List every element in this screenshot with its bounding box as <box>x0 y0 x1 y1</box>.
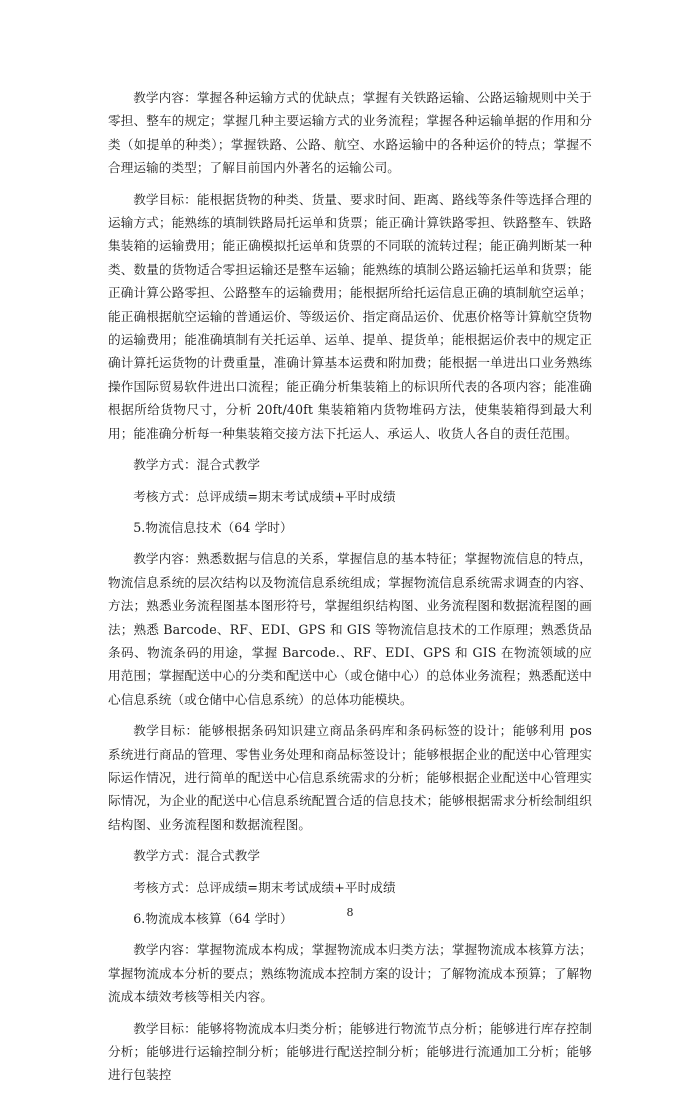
paragraph-transport-objectives: 教学目标：能根据货物的种类、货量、要求时间、距离、路线等条件等选择合理的运输方式；能熟练的填制铁路局托运单和货票；能正确计算铁路零担、铁路整车、铁路集装箱的运输费用；能正确模拟托运单和货票的不同联的流转过程；能正确判断某一种类、数量的货物适合零担运输还是整车运输；能熟练的填制公路运输托运单和货票；能正确计算公路零担、公路整车的运输费用；能根据所给托运信息正确的填制航空运单；能正确根据航空运输的普通运价、等级运价、指定商品运价、优惠价格等计算航空货物的运输费用；能准确填制有关托运单、运单、提单、提货单；能根据运价表中的规定正确计算托运货物的计费重量，准确计算基本运费和附加费；能根据一单进出口业务熟练操作国际贸易软件进出口流程；能正确分析集装箱上的标识所代表的各项内容；能准确根据所给货物尺寸，分析 20ft/40ft 集装箱箱内货物堆码方法，使集装箱得到最大利用；能准确分析每一种集装箱交接方法下托运人、承运人、收货人各自的责任范围。 <box>108 191 592 441</box>
paragraph-transport-content: 教学内容：掌握各种运输方式的优缺点；掌握有关铁路运输、公路运输规则中关于零担、整车的规定；掌握几种主要运输方式的业务流程；掌握各种运输单据的作用和分类（如提单的种类）；掌握铁路、公路、航空、水路运输中的各种运价的特点；掌握不合理运输的类型；了解目前国内外著名的运输公司。 <box>108 90 592 176</box>
paragraph-logistics-it-content: 教学内容：熟悉数据与信息的关系，掌握信息的基本特征；掌握物流信息的特点，物流信息系统的层次结构以及物流信息系统组成；掌握物流信息系统需求调查的内容、方法；熟悉业务流程图基本图形符号，掌握组织结构图、业务流程图和数据流程图的画法；熟悉 Barcode、RF、EDI、GPS 和 GIS 等物流信息技术的工作原理；熟悉货品条码、物流条码的用途，掌握 Barcode.、RF、EDI、GPS 和 GIS 在物流领域的应用范围；掌握配送中心的分类和配送中心（或仓储中心）的总体业务流程；熟悉配送中心信息系统（或仓储中心信息系统）的总体功能模块。 <box>108 551 592 707</box>
paragraph-logistics-it-objectives: 教学目标：能够根据条码知识建立商品条码库和条码标签的设计；能够利用 pos 系统进行商品的管理、零售业务处理和商品标签设计；能够根据企业的配送中心管理实际运作情况，进行简单的配送中心信息系统需求的分析；能够根据企业配送中心管理实际情况，为企业的配送中心信息系统配置合适的信息技术；能够根据需求分析绘制组织结构图、业务流程图和数据流程图。 <box>108 723 592 832</box>
paragraph-logistics-it-method: 教学方式：混合式教学 <box>133 848 261 864</box>
paragraph-transport-assessment: 考核方式：总评成绩=期末考试成绩+平时成绩 <box>133 488 396 504</box>
page-number: 8 <box>346 906 354 919</box>
document-body <box>108 86 592 1095</box>
section-heading-logistics-cost: 6.物流成本核算（64 学时） <box>133 911 293 926</box>
paragraph-logistics-it-assessment: 考核方式：总评成绩=期末考试成绩+平时成绩 <box>133 879 396 895</box>
paragraph-logistics-cost-objectives: 教学目标：能够将物流成本归类分析；能够进行物流节点分析；能够进行库存控制分析；能够进行运输控制分析；能够进行配送控制分析；能够进行流通加工分析；能够进行包装控 <box>108 1020 592 1083</box>
section-heading-logistics-it: 5.物流信息技术（64 学时） <box>133 519 293 535</box>
paragraph-transport-method: 教学方式：混合式教学 <box>133 457 261 473</box>
paragraph-logistics-cost-content: 教学内容：掌握物流成本构成；掌握物流成本归类方法；掌握物流成本核算方法；掌握物流成本分析的要点；熟练物流成本控制方案的设计；了解物流成本预算；了解物流成本绩效考核等相关内容。 <box>108 942 592 1005</box>
